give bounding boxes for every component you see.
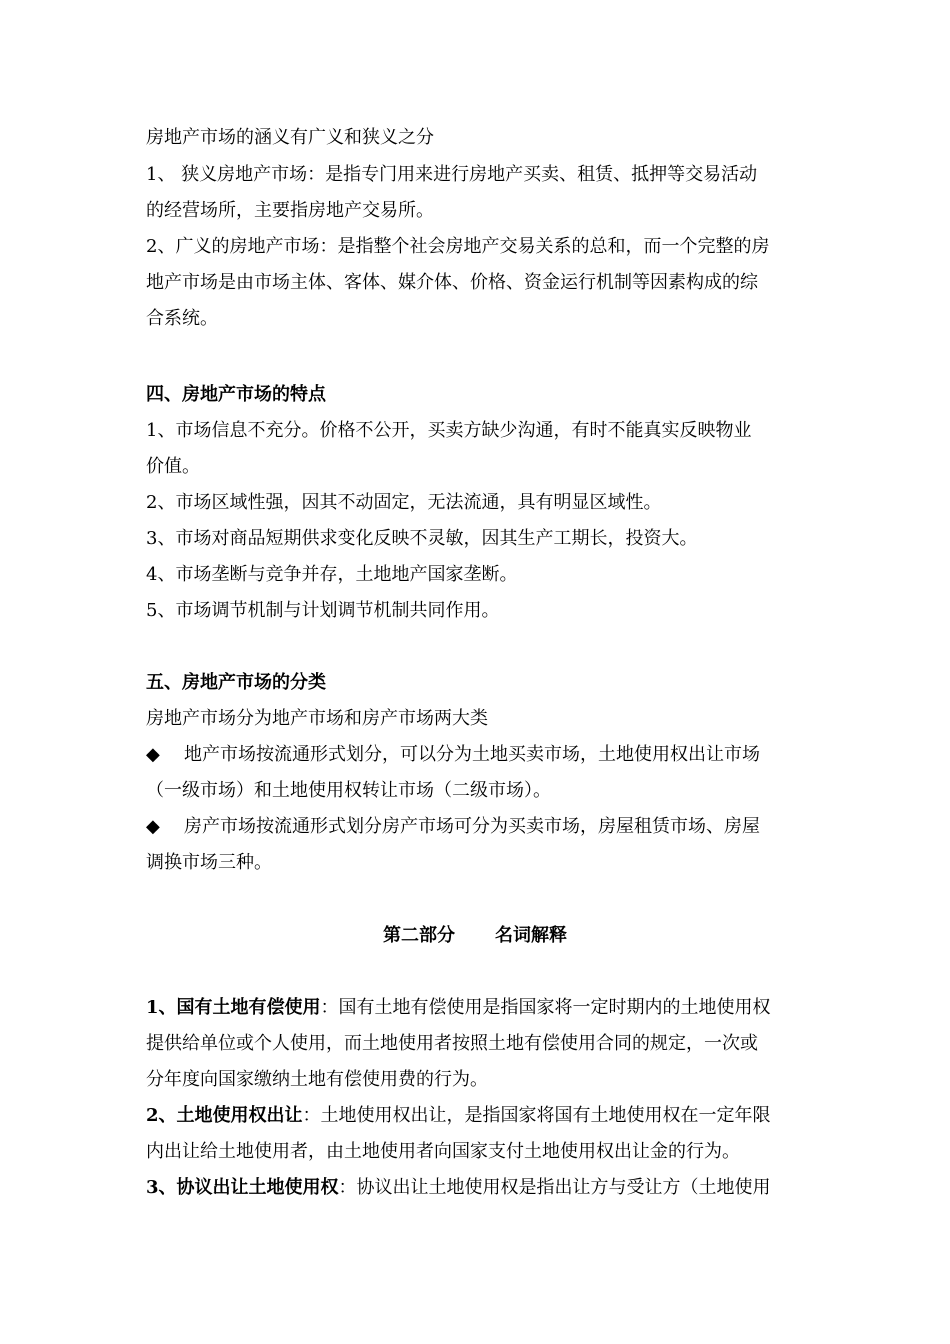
intro-item1-line2: 的经营场所，主要指房地产交易所。 [146,200,434,221]
section4-point1-line1: 1、市场信息不充分。价格不公开，买卖方缺少沟通，有时不能真实反映物业 [146,420,752,441]
section4-heading: 四、房地产市场的特点 [146,384,326,405]
intro-item2-line1: 2、广义的房地产市场：是指整个社会房地产交易关系的总和，而一个完整的房 [146,236,770,257]
term1-definition: ：国有土地有偿使用是指国家将一定时期内的土地使用权 [320,997,771,1018]
section4-point3: 3、市场对商品短期供求变化反映不灵敏，因其生产工期长，投资大。 [146,528,698,549]
term2-line2: 内出让给土地使用者，由土地使用者向国家支付土地使用权出让金的行为。 [146,1141,740,1162]
intro-lead: 房地产市场的涵义有广义和狭义之分 [146,127,434,148]
term1-line1 [146,994,771,1022]
term2-label: 2、土地使用权出让 [146,1105,303,1126]
section5-bullet2-line1 [146,813,760,841]
term3-label: 3、协议出让土地使用权 [146,1177,339,1198]
term1-label: 1、国有土地有偿使用 [146,997,321,1018]
section5-bullet2-line2: 调换市场三种。 [146,852,272,873]
intro-item2-line3: 合系统。 [146,308,218,329]
section4-point2: 2、市场区域性强，因其不动固定，无法流通，具有明显区域性。 [146,492,662,513]
part2-title [0,922,950,950]
section4-point5: 5、市场调节机制与计划调节机制共同作用。 [146,600,500,621]
section4-point4: 4、市场垄断与竞争并存，土地地产国家垄断。 [146,564,518,585]
section5-bullet1-line1 [146,741,760,769]
term2-definition: ：土地使用权出让，是指国家将国有土地使用权在一定年限 [302,1105,771,1126]
section5-bullet1-line2: （一级市场）和土地使用权转让市场（二级市场）。 [146,780,551,801]
intro-item1-line1: 1、 狭义房地产市场：是指专门用来进行房地产买卖、租赁、抵押等交易活动 [146,164,758,185]
section5-lead: 房地产市场分为地产市场和房产市场两大类 [146,708,488,729]
diamond-bullet-icon: ◆ [146,744,160,765]
part2-title-part: 第二部分 [383,925,455,946]
intro-item2-line2: 地产市场是由市场主体、客体、媒介体、价格、资金运行机制等因素构成的综 [146,272,758,293]
term3-line1 [146,1174,771,1202]
term3-definition: ：协议出让土地使用权是指出让方与受让方（土地使用 [338,1177,771,1198]
section5-bullet1-text: 地产市场按流通形式划分，可以分为土地买卖市场，土地使用权出让市场 [184,744,760,765]
section5-heading: 五、房地产市场的分类 [146,672,326,693]
term2-line1 [146,1102,771,1130]
part2-title-topic: 名词解释 [495,925,567,946]
section5-bullet2-text: 房产市场按流通形式划分房产市场可分为买卖市场，房屋租赁市场、房屋 [184,816,760,837]
section4-point1-line2: 价值。 [146,456,200,477]
term1-line3: 分年度向国家缴纳土地有偿使用费的行为。 [146,1069,488,1090]
diamond-bullet-icon: ◆ [146,816,160,837]
term1-line2: 提供给单位或个人使用，而土地使用者按照土地有偿使用合同的规定，一次或 [146,1033,758,1054]
